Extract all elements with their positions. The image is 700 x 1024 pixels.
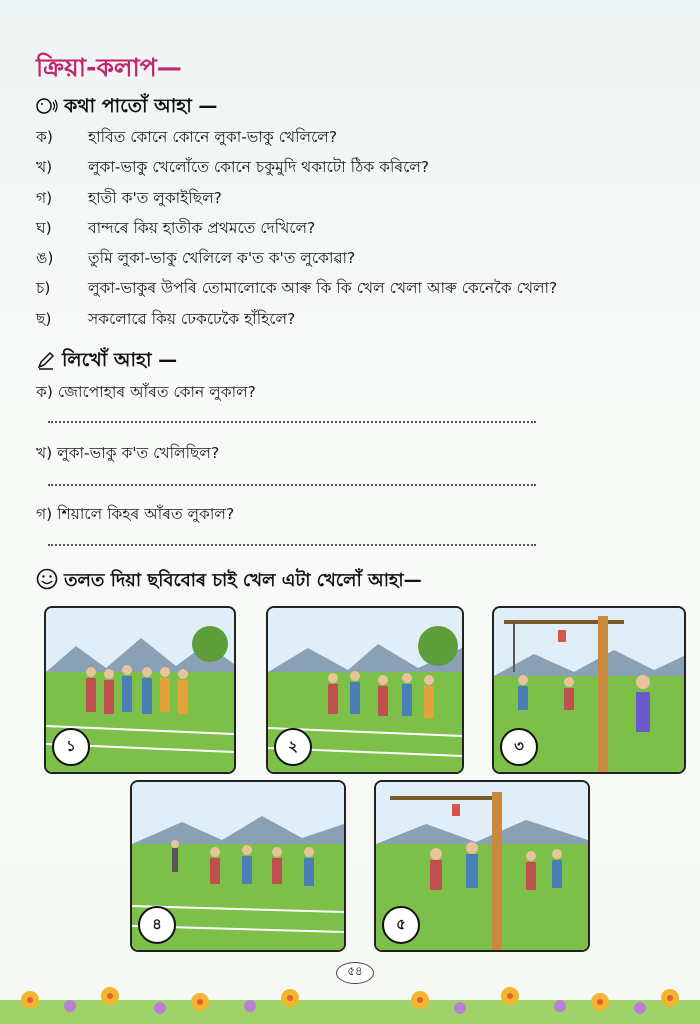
game-heading <box>36 566 422 597</box>
picture-panel-2 <box>266 606 464 774</box>
answer-line[interactable] <box>48 421 536 423</box>
page-number: ৫৪ <box>336 962 374 984</box>
write-question: খ) লুকা-ভাকু ক'ত খেলিছিল? <box>36 444 220 462</box>
picture-panel-3 <box>492 606 686 774</box>
talk-question: ছ) সকলোৱে কিয় ঢেকঢেকৈ হাঁহিলে? <box>36 310 296 328</box>
talk-heading <box>36 92 217 124</box>
game-heading-text: তলত দিয়া ছবিবোৰ চাই খেল এটা খেলোঁ আহা— <box>64 570 422 591</box>
talk-question: ক) হাবিত কোনে কোনে লুকা-ভাকু খেলিলে? <box>36 128 338 146</box>
talk-question: খ) লুকা-ভাকু খেলোঁতে কোনে চকুমুদি থকাটো ঠিক কৰিলে? <box>36 158 430 176</box>
picture-panel-5 <box>374 780 590 952</box>
talk-question: ঘ) বান্দৰে কিয় হাতীক প্ৰথমতে দেখিলে? <box>36 219 316 237</box>
talk-heading-text: কথা পাতোঁ আহা — <box>64 95 218 117</box>
panel-number-badge: ১ <box>52 728 90 766</box>
picture-panel-1 <box>44 606 236 774</box>
speaking-face-icon <box>36 96 58 121</box>
write-heading-text: লিখোঁ আহা — <box>62 349 178 371</box>
answer-line[interactable] <box>48 484 536 486</box>
panel-number-badge: ২ <box>274 728 312 766</box>
talk-question: চ) লুকা-ভাকুৰ উপৰি তোমালোকে আৰু কি কি খেল খেলা আৰু কেনেকৈ খেলা? <box>36 279 558 297</box>
write-heading <box>36 346 177 378</box>
panel-number-badge: ৪ <box>138 906 176 944</box>
write-question: ক) জোপোহাৰ আঁৰত কোন লুকাল? <box>36 383 256 401</box>
pencil-icon <box>36 350 56 375</box>
picture-panel-4 <box>130 780 346 952</box>
panel-number-badge: ৩ <box>500 728 538 766</box>
write-question: গ) শিয়ালে কিহৰ আঁৰত লুকাল? <box>36 505 235 523</box>
answer-line[interactable] <box>48 544 536 546</box>
talk-question: ঙ) তুমি লুকা-ভাকু খেলিলে ক'ত ক'ত লুকোৱা? <box>36 249 356 267</box>
panel-number-badge: ৫ <box>382 906 420 944</box>
smiley-icon <box>36 568 58 595</box>
page-title: ক্ৰিয়া-কলাপ— <box>36 53 182 82</box>
talk-question: গ) হাতী ক'ত লুকাইছিল? <box>36 189 222 207</box>
